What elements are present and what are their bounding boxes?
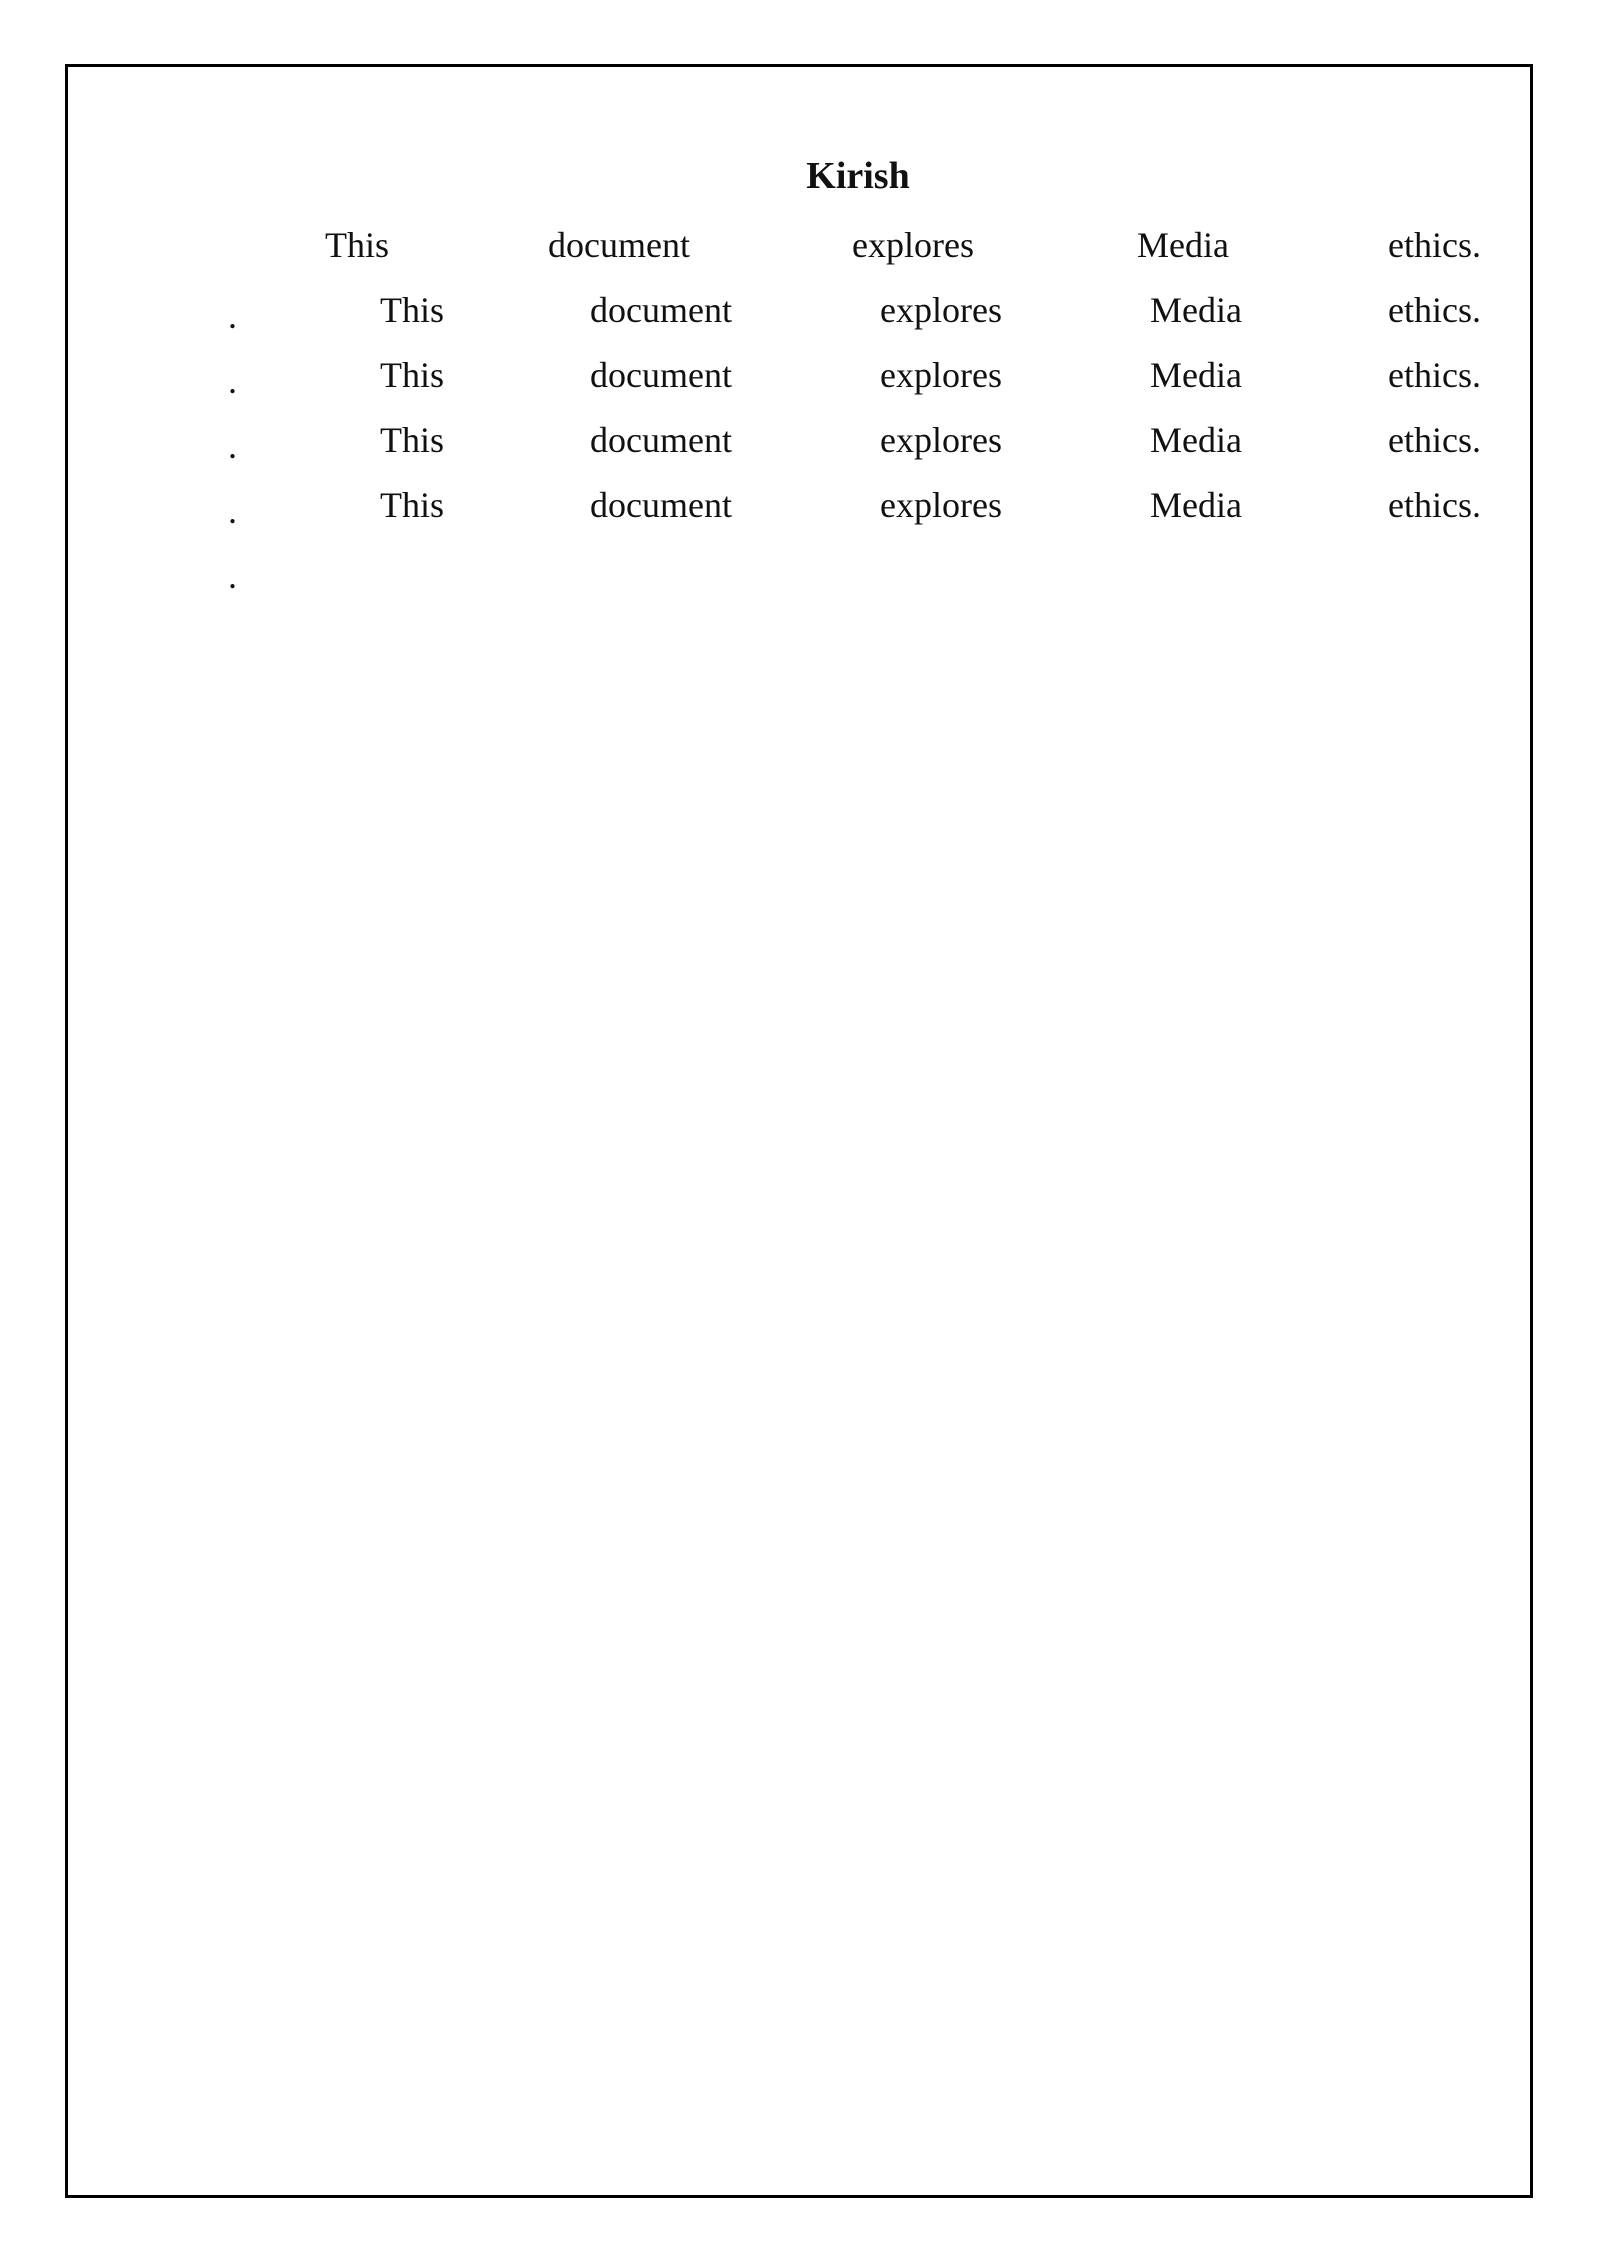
word: This <box>325 225 390 265</box>
word: ethics. <box>1388 420 1481 460</box>
word: Media <box>1150 290 1242 330</box>
word: Media <box>1150 355 1242 395</box>
word: ethics. <box>1388 485 1481 525</box>
text-line-1 <box>0 219 1600 271</box>
word: This <box>380 485 445 525</box>
word: explores <box>852 225 974 265</box>
line-lead-mark: . <box>228 361 237 401</box>
word: Media <box>1137 225 1229 265</box>
word: This <box>380 290 445 330</box>
text-line-5 <box>0 479 1600 531</box>
word: Media <box>1150 485 1242 525</box>
word: ethics. <box>1388 290 1481 330</box>
word: document <box>590 485 732 525</box>
text-line-4 <box>0 414 1600 466</box>
word: Media <box>1150 420 1242 460</box>
word: explores <box>880 290 1002 330</box>
word: document <box>548 225 690 265</box>
word: This <box>380 355 445 395</box>
text-line-trailing <box>0 544 1600 596</box>
line-lead-mark: . <box>228 491 237 531</box>
text-line-2 <box>0 284 1600 336</box>
word: document <box>590 420 732 460</box>
line-lead-mark: . <box>228 426 237 466</box>
word: explores <box>880 355 1002 395</box>
word: document <box>590 290 732 330</box>
word: document <box>590 355 732 395</box>
line-lead-mark: . <box>228 296 237 336</box>
word: ethics. <box>1388 225 1481 265</box>
word: ethics. <box>1388 355 1481 395</box>
text-line-3 <box>0 349 1600 401</box>
word: explores <box>880 485 1002 525</box>
document-title: Kirish <box>806 155 910 197</box>
trailing-mark: . <box>228 556 237 596</box>
word: This <box>380 420 445 460</box>
word: explores <box>880 420 1002 460</box>
